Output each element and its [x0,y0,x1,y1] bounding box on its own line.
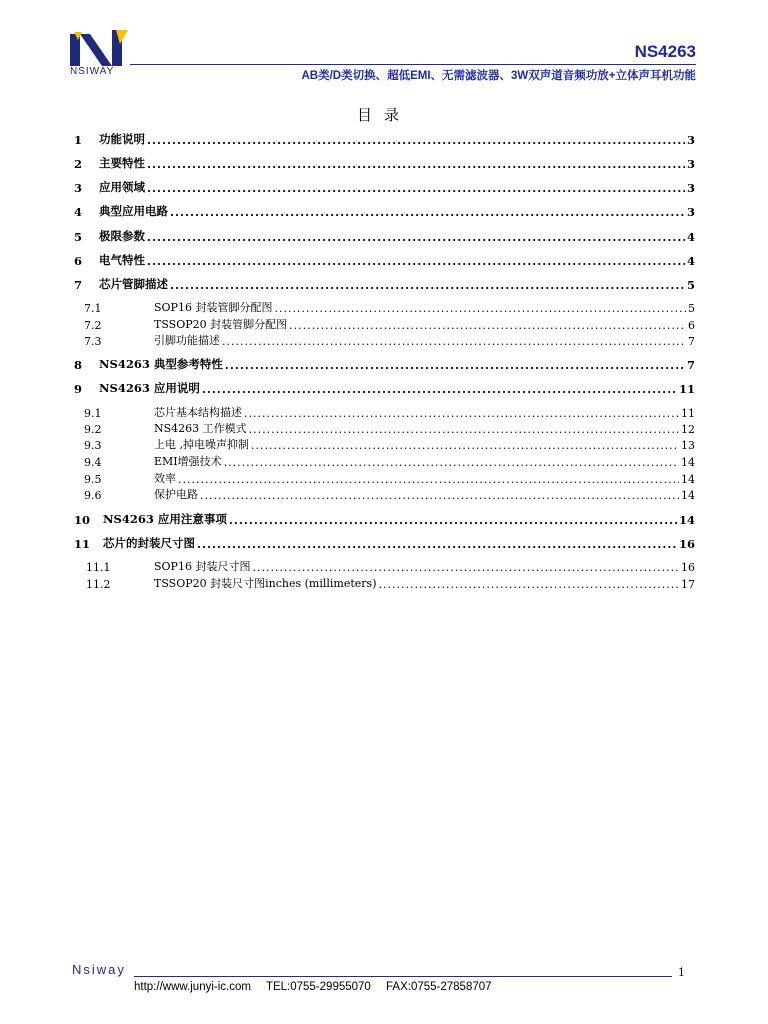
footer-url[interactable]: http://www.junyi-ic.com [134,981,251,993]
toc-entry-title: 功能说明 [99,132,145,146]
toc-entry-number: 6 [74,254,83,268]
toc-entry-number: 1 [74,133,83,147]
toc-entry-number: 5 [74,230,83,244]
toc-entry-page: 12 [681,423,695,436]
toc-entry-number: 9.4 [84,456,102,469]
toc-entry-leader [379,578,680,591]
toc-entry-title: 应用领域 [99,180,145,194]
toc-entry-page: 16 [678,537,695,551]
toc-entry-leader [147,133,685,147]
toc-title: 目录 [356,106,411,124]
toc-entry-number: 7.1 [84,302,102,315]
toc-entry-title: NS4263 应用注意事项 [103,512,227,526]
toc-entry-leader [170,205,685,219]
toc-entry-page: 7 [686,358,695,372]
toc-entry-leader [170,278,685,292]
toc-entry-page: 3 [686,181,695,195]
toc-entry-number: 9.3 [84,439,102,452]
toc-entry[interactable] [74,203,695,219]
toc-entry[interactable] [74,316,695,332]
toc-entry-title: NS4263 应用说明 [99,381,200,395]
toc-entry[interactable] [74,131,695,147]
toc-entry-title: 典型应用电路 [99,204,168,218]
product-subtitle: AB类/D类切换、超低EMI、无需滤波器、3W双声道音频功放+立体声耳机功能 [301,70,696,82]
toc-entry-page: 16 [681,561,695,574]
toc-entry[interactable] [74,511,695,527]
toc-entry-leader [224,456,679,469]
toc-entry-title: 引脚功能描述 [154,334,220,347]
toc-entry-title: 芯片的封装尺寸图 [103,536,195,550]
toc-entry[interactable] [74,155,695,171]
toc-entry-page: 11 [678,382,695,396]
toc-entry-leader [289,319,686,332]
footer-contact [134,981,504,993]
toc-entry-number: 7.2 [84,319,102,332]
toc-entry-number: 8 [74,358,83,372]
toc-entry-number: 7.3 [84,335,102,348]
toc-entry-number: 9.2 [84,423,102,436]
toc-entry[interactable] [74,404,695,420]
toc-entry-number: 9.1 [84,407,102,420]
toc-entry-leader [225,358,685,372]
toc-entry[interactable] [74,332,695,348]
toc-entry-leader [147,254,685,268]
toc-entry[interactable] [74,179,695,195]
toc-entry-page: 4 [686,254,695,268]
footer-tel: TEL:0755-29955070 [265,981,371,993]
toc-entry-title: TSSOP20 封装管脚分配图 [154,318,288,331]
toc-entry-leader [147,181,685,195]
toc-entry-page: 4 [686,230,695,244]
toc-entry-page: 3 [686,157,695,171]
toc-entry-leader [147,230,685,244]
toc-entry-number: 3 [74,181,83,195]
toc-entry-number: 2 [74,157,83,171]
toc-entry-page: 11 [681,407,695,420]
toc-entry-title: 效率 [154,472,176,485]
toc-entry-leader [200,489,679,502]
toc-entry-number: 11.2 [86,578,111,591]
toc-entry[interactable] [74,558,695,574]
toc-entry-title: 保护电路 [154,488,198,501]
toc-entry[interactable] [74,575,695,591]
toc-entry-number: 9 [74,382,83,396]
toc-entry-page: 5 [688,302,695,315]
toc-entry-page: 14 [681,473,695,486]
toc-entry-number: 11.1 [86,561,111,574]
toc-entry-leader [222,335,686,348]
toc-entry[interactable] [74,252,695,268]
toc-entry-leader [202,382,677,396]
toc-entry[interactable] [74,299,695,315]
footer-rule [134,976,672,977]
toc-entry[interactable] [74,436,695,452]
toc-entry-leader [244,407,679,420]
toc-entry-number: 9.5 [84,473,102,486]
toc-entry-number: 9.6 [84,489,102,502]
toc-entry[interactable] [74,470,695,486]
logo-mark-icon [66,28,130,68]
toc-entry-title: 上电 ,掉电噪声抑制 [154,438,249,451]
toc-entry[interactable] [74,420,695,436]
toc-entry-number: 10 [74,513,91,527]
toc-entry-title: 芯片基本结构描述 [154,406,242,419]
toc-entry-page: 14 [681,489,695,502]
toc-entry-page: 14 [678,513,695,527]
toc-entry-title: SOP16 封装管脚分配图 [154,301,273,314]
toc-entry-number: 7 [74,278,83,292]
toc-entry[interactable] [74,228,695,244]
logo-text: NSIWAY [70,66,115,77]
toc-entry-leader [197,537,677,551]
footer-fax: FAX:0755-27858707 [386,981,492,993]
toc-entry-title: 主要特性 [99,156,145,170]
toc-entry-title: 电气特性 [99,253,145,267]
toc-entry-leader [229,513,677,527]
header-rule [130,64,696,65]
toc-entry-page: 7 [688,335,695,348]
toc-entry[interactable] [74,276,695,292]
toc-entry-leader [178,473,679,486]
toc-entry-leader [249,423,679,436]
toc-entry-title: SOP16 封装尺寸图 [154,560,251,573]
product-model: NS4263 [634,42,696,61]
toc-entry[interactable] [74,380,695,396]
toc-entry-number: 11 [74,537,91,551]
toc-entry[interactable] [74,486,695,502]
toc-entry-title: NS4263 典型参考特性 [99,357,223,371]
toc-entry-number: 4 [74,205,83,219]
toc-entry[interactable] [74,453,695,469]
toc-entry-page: 3 [686,133,695,147]
toc-entry[interactable] [74,535,695,551]
toc-entry-page: 5 [686,278,695,292]
toc-entry-page: 14 [681,456,695,469]
toc-entry[interactable] [74,356,695,372]
toc-entry-page: 3 [686,205,695,219]
toc-entry-page: 13 [681,439,695,452]
toc-entry-leader [252,561,679,574]
footer-brand: Nsiway [72,962,126,977]
toc-entry-leader [274,302,686,315]
toc-entry-leader [147,157,685,171]
toc-entry-title: TSSOP20 封装尺寸图inches (millimeters) [154,577,377,590]
toc-entry-page: 17 [681,578,695,591]
toc-entry-page: 6 [688,319,695,332]
toc-entry-title: 极限参数 [99,229,145,243]
toc-entry-leader [251,439,679,452]
toc-entry-title: NS4263 工作模式 [154,422,247,435]
toc-entry-title: EMI增强技术 [154,455,222,468]
page-number: 1 [678,966,685,979]
toc-entry-title: 芯片管脚描述 [99,277,168,291]
